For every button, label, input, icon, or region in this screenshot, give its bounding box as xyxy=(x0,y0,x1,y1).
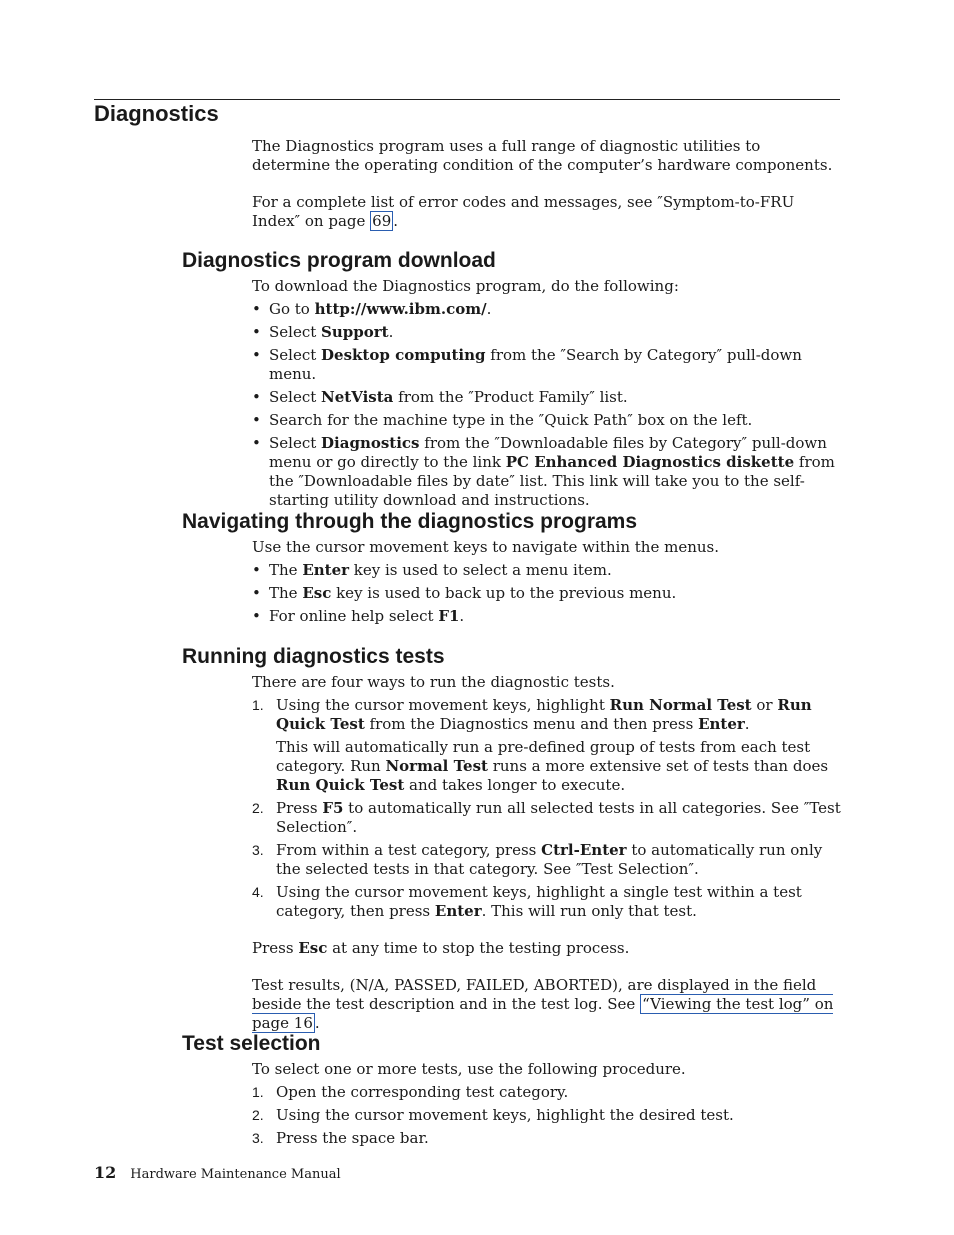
download-steps-list xyxy=(252,300,842,510)
list-item: • Search for the machine type in the ″Quick Path″ box on the left. xyxy=(252,411,842,430)
list-item: • Select Desktop computing from the ″Search by Category″ pull-down menu. xyxy=(252,346,842,384)
section-title-navigating: Navigating through the diagnostics programs xyxy=(182,510,638,533)
running-methods-list xyxy=(252,696,842,921)
page-footer xyxy=(94,1163,341,1182)
download-intro: To download the Diagnostics program, do the following: xyxy=(252,277,679,295)
list-item: 2. Using the cursor movement keys, highlight the desired test. xyxy=(252,1106,734,1124)
section-title-download: Diagnostics program download xyxy=(182,249,496,272)
section-title-selection: Test selection xyxy=(182,1032,321,1055)
list-item: 2. Press F5 to automatically run all selected tests in all categories. See ″Test Selection″. xyxy=(252,799,841,836)
list-item: • Go to http://www.ibm.com/. xyxy=(252,300,842,319)
list-item: • Select NetVista from the ″Product Family″ list. xyxy=(252,388,842,407)
list-item: 1. Open the corresponding test category. xyxy=(252,1083,569,1101)
running-body xyxy=(252,673,842,1033)
list-item: • Select Support. xyxy=(252,323,842,342)
list-item: • The Enter key is used to select a menu item. xyxy=(252,561,842,580)
manual-title: Hardware Maintenance Manual xyxy=(130,1167,341,1182)
page-69-link[interactable]: 69 xyxy=(372,212,392,230)
download-body xyxy=(252,277,842,510)
list-item: 3. From within a test category, press Ctrl-Enter to automatically run only the selected tests in that category. See ″Test Selection″. xyxy=(252,841,823,878)
list-item: • For online help select F1. xyxy=(252,607,842,626)
section-title-running: Running diagnostics tests xyxy=(182,645,445,668)
running-intro: There are four ways to run the diagnostic tests. xyxy=(252,673,615,691)
diagnostics-paragraph-2: For a complete list of error codes and messages, see ″Symptom-to-FRU Index″ on page 69 . xyxy=(252,193,795,230)
list-item: 1. Using the cursor movement keys, highlight Run Normal Test or Run Quick Test from the Diagnostics menu and then press Enter. This will automatically run a pre-defined group of tests from each test category. Run Normal Test runs a more extensive set of tests than does Run Quick Test and takes longer to execute. xyxy=(252,696,842,795)
item-note: This will automatically run a pre-defined group of tests from each test category. Run Normal Test runs a more extensive set of tests than does Run Quick Test and takes longer to execute. xyxy=(276,738,829,794)
esc-paragraph: Press Esc at any time to stop the testing process. xyxy=(252,939,630,957)
selection-intro: To select one or more tests, use the following procedure. xyxy=(252,1060,686,1078)
navigating-intro: Use the cursor movement keys to navigate within the menus. xyxy=(252,538,719,556)
list-item: 3. Press the space bar. xyxy=(252,1129,429,1147)
viewing-test-log-link[interactable]: “Viewing the test log” on page 16 xyxy=(252,995,834,1032)
section-title-diagnostics: Diagnostics xyxy=(94,101,219,126)
list-item: 4. Using the cursor movement keys, highlight a single test within a test category, then press Enter. This will run only that test. xyxy=(252,883,802,920)
selection-body xyxy=(252,1060,842,1148)
diagnostics-body xyxy=(252,137,842,231)
diagnostics-paragraph-1: The Diagnostics program uses a full range of diagnostic utilities to determine the operating condition of the computer’s hardware components. xyxy=(252,137,833,174)
selection-steps-list xyxy=(252,1083,842,1148)
list-item: • The Esc key is used to back up to the previous menu. xyxy=(252,584,842,603)
navigating-keys-list xyxy=(252,561,842,626)
header-rule xyxy=(94,99,840,100)
navigating-body xyxy=(252,538,842,626)
results-paragraph: Test results, (N/A, PASSED, FAILED, ABORTED), are displayed in the field beside the test description and in the test log. See “Viewing the test log” on page 16 . xyxy=(252,976,834,1032)
page-number: 12 xyxy=(94,1163,117,1182)
list-item: • Select Diagnostics from the ″Downloadable files by Category″ pull-down menu or go directly to the link PC Enhanced Diagnostics diskette from the ″Downloadable files by date″ list. This link will take you to the self-starting utility download and instructions. xyxy=(252,434,842,510)
